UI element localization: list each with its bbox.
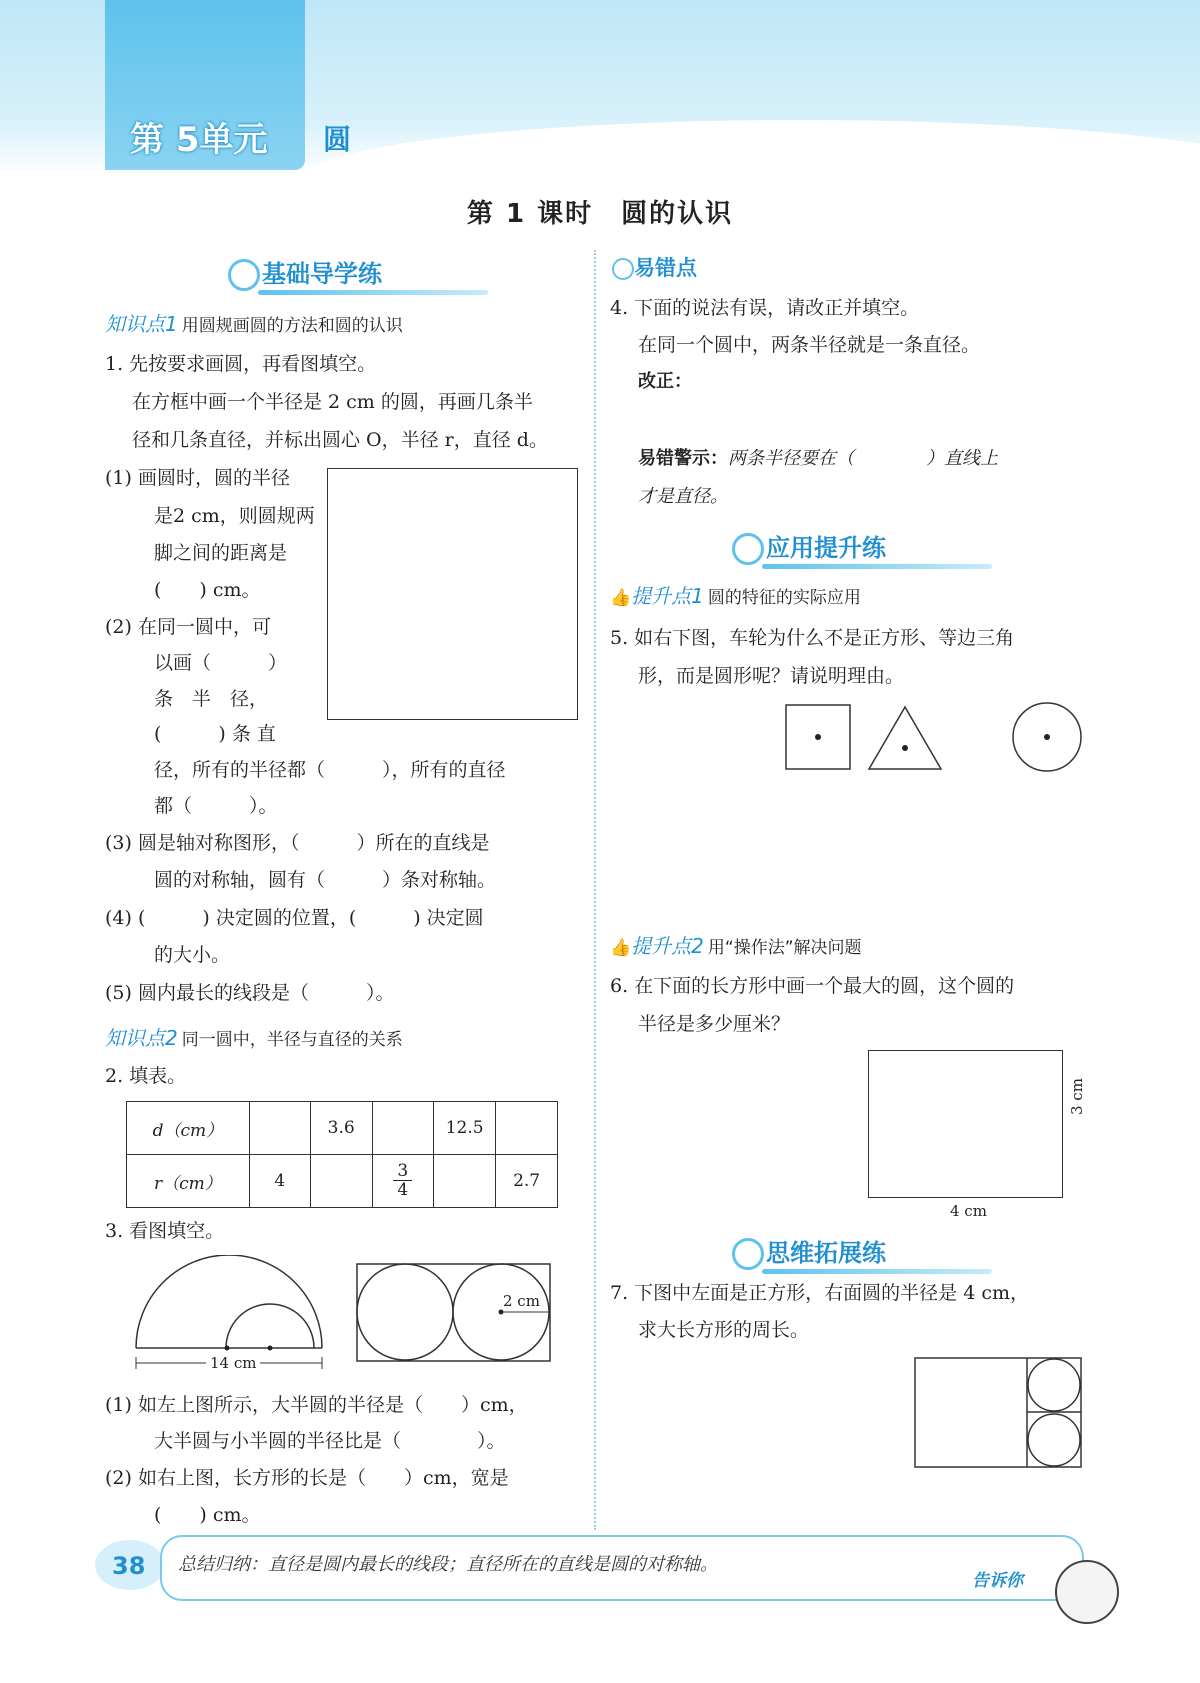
q1-line2: 在方框中画一个半径是 2 cm 的圆，再画几条半 <box>132 391 533 413</box>
two-circles-figure <box>356 1263 552 1363</box>
bottom-circle <box>1028 1414 1080 1466</box>
center-dot <box>225 1346 230 1351</box>
radius-label-2cm: 2 cm <box>503 1292 540 1310</box>
q1-p2e: 径，所有的半径都（ ），所有的直径 <box>154 759 506 781</box>
tp1-tag: 提升点1 <box>631 584 704 608</box>
banner-underline <box>258 290 488 295</box>
table-cell: 3.6 <box>310 1102 372 1155</box>
unit-name: 圆 <box>323 123 352 156</box>
q1-p1b: 是2 cm，则圆规两 <box>154 505 315 527</box>
table-cell: d（cm） <box>127 1102 250 1155</box>
banner-basic <box>228 254 382 291</box>
q1-p2b: 以画（ ） <box>154 652 288 674</box>
table-cell[interactable] <box>249 1102 310 1155</box>
tp2-tag: 提升点2 <box>631 934 704 958</box>
kp1-text: 用圆规画圆的方法和圆的认识 <box>181 316 403 336</box>
q3-p2a: (2) 如右上图，长方形的长是（ ）cm，宽是 <box>105 1467 509 1489</box>
knowledge-point-2 <box>105 1022 403 1051</box>
banner-error-text: 易错点 <box>634 256 697 280</box>
warning-text-2: 才是直径。 <box>638 486 728 507</box>
center-dot <box>902 745 908 751</box>
q3-p1a: (1) 如左上图所示，大半圆的半径是（ ）cm， <box>105 1394 528 1416</box>
mascot-icon <box>1055 1560 1119 1624</box>
table-cell: 4 <box>249 1155 310 1208</box>
width-label-4cm: 4 cm <box>950 1202 987 1220</box>
q3-p1b: 大半圆与小半圆的半径比是（ ）。 <box>154 1430 506 1452</box>
q4-line2: 在同一个圆中，两条半径就是一条直径。 <box>638 334 981 356</box>
wheel-shapes-figure <box>784 700 1084 774</box>
thumbs-up-icon: 👍 <box>610 588 632 608</box>
q4-correct: 改正： <box>638 371 692 392</box>
fill-table <box>126 1101 558 1208</box>
square-circles-figure <box>914 1357 1084 1469</box>
q3-p2b: ( ) cm。 <box>154 1504 261 1526</box>
fraction-denominator: 4 <box>397 1180 409 1200</box>
ring-icon <box>228 259 260 291</box>
center-dot <box>1044 734 1050 740</box>
q7-line1: 7. 下图中左面是正方形，右面圆的半径是 4 cm， <box>610 1282 1029 1304</box>
table-row <box>127 1102 558 1155</box>
q1-p3b: 圆的对称轴，圆有（ ）条对称轴。 <box>154 869 497 891</box>
banner-thinking-text: 思维拓展练 <box>766 1239 886 1267</box>
q2-title: 2. 填表。 <box>105 1065 187 1087</box>
table-cell[interactable] <box>310 1155 372 1208</box>
q5-line1: 5. 如右下图，车轮为什么不是正方形、等边三角 <box>610 627 1015 649</box>
q3-title: 3. 看图填空。 <box>105 1220 225 1242</box>
kp2-tag: 知识点2 <box>105 1026 178 1050</box>
bulb-icon <box>612 258 634 280</box>
tp1-text: 圆的特征的实际应用 <box>707 588 861 608</box>
warning-label: 易错警示： <box>638 448 728 469</box>
rectangle-4x3[interactable] <box>868 1050 1063 1198</box>
improve-point-1 <box>610 580 861 609</box>
improve-point-2 <box>610 930 862 959</box>
big-semicircle <box>136 1255 322 1348</box>
warning-text: 两条半径要在（ ）直线上 <box>728 448 998 469</box>
left-circle <box>357 1264 453 1360</box>
drawing-box-q1[interactable] <box>327 468 578 720</box>
knowledge-point-1 <box>105 308 403 337</box>
q7-line2: 求大长方形的周长。 <box>638 1319 810 1341</box>
q4-line1: 4. 下面的说法有误，请改正并填空。 <box>610 297 920 319</box>
q1-line3: 径和几条直径，并标出圆心 O，半径 r，直径 d。 <box>132 429 548 451</box>
table-cell: 2.7 <box>496 1155 558 1208</box>
q1-p1c: 脚之间的距离是 <box>154 542 288 564</box>
q6-line2: 半径是多少厘米？ <box>638 1013 791 1035</box>
mascot-label: 告诉你 <box>972 1571 1023 1591</box>
banner-error <box>612 252 697 282</box>
q1-p2c: 条 半 径， <box>154 688 269 710</box>
banner-basic-text: 基础导学练 <box>262 260 382 288</box>
lesson-title: 第 1 课时 圆的认识 <box>466 199 734 229</box>
tp2-text: 用“操作法”解决问题 <box>707 938 862 958</box>
dimension-label-14cm: 14 cm <box>206 1354 260 1372</box>
table-cell[interactable] <box>434 1155 496 1208</box>
q1-p5: (5) 圆内最长的线段是（ ）。 <box>105 982 395 1004</box>
ring-icon <box>732 533 764 565</box>
table-cell[interactable] <box>496 1102 558 1155</box>
small-semicircle <box>226 1304 314 1348</box>
q1-p4a: (4) ( ) 决定圆的位置，( ) 决定圆 <box>105 907 484 929</box>
top-circle <box>1028 1359 1080 1411</box>
summary-text: 总结归纳：直径是圆内最长的线段；直径所在的直线是圆的对称轴。 <box>178 1554 718 1575</box>
center-dot <box>268 1346 273 1351</box>
q5-line2: 形，而是圆形呢？请说明理由。 <box>638 665 905 687</box>
banner-underline <box>762 564 992 569</box>
table-cell: r（cm） <box>127 1155 250 1208</box>
q1-p2d: ( ) 条 直 <box>154 723 276 745</box>
q6-line1: 6. 在下面的长方形中画一个最大的圆，这个圆的 <box>610 975 1015 997</box>
banner-apply-text: 应用提升练 <box>766 534 886 562</box>
height-label-3cm: 3 cm <box>1068 1078 1086 1115</box>
q1-p1a: (1) 画圆时，圆的半径 <box>105 467 290 489</box>
column-divider <box>594 250 596 1530</box>
ring-icon <box>732 1238 764 1270</box>
q1-p4b: 的大小。 <box>154 944 231 966</box>
thumbs-up-icon: 👍 <box>610 938 632 958</box>
q4-warning <box>638 444 998 470</box>
q1-p3a: (3) 圆是轴对称图形，（ ）所在的直线是 <box>105 832 490 854</box>
fraction-cell <box>372 1155 433 1208</box>
q1-p2a: (2) 在同一圆中，可 <box>105 616 271 638</box>
center-dot <box>815 734 821 740</box>
q1-line1: 1. 先按要求画圆，再看图填空。 <box>105 353 377 375</box>
banner-apply <box>732 528 886 565</box>
triangle-wheel <box>869 707 941 769</box>
fraction-numerator: 3 <box>393 1162 412 1181</box>
table-cell: 12.5 <box>434 1102 496 1155</box>
banner-thinking <box>732 1233 886 1270</box>
q1-p1d: ( ) cm。 <box>154 579 261 601</box>
table-row <box>127 1155 558 1208</box>
unit-label: 第 5单元 <box>130 120 268 160</box>
page-number: 38 <box>112 1552 146 1580</box>
kp1-tag: 知识点1 <box>105 312 178 336</box>
kp2-text: 同一圆中，半径与直径的关系 <box>181 1030 403 1050</box>
banner-underline <box>762 1269 992 1274</box>
q1-p2f: 都（ ）。 <box>154 795 278 817</box>
table-cell[interactable] <box>372 1102 433 1155</box>
